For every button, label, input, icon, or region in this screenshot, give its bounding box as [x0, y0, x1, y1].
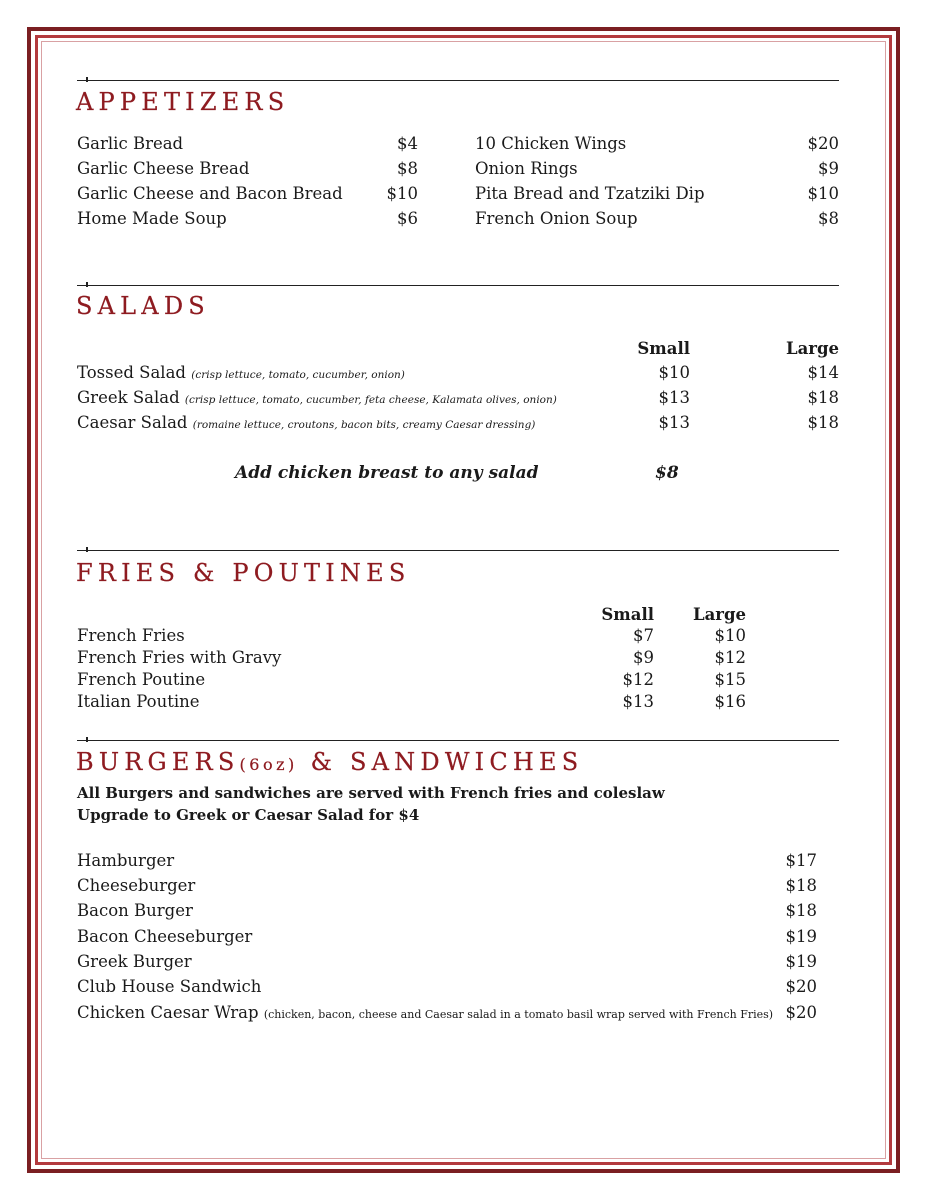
menu-item-name: French Onion Soup: [475, 209, 638, 228]
menu-item-price: $8: [818, 209, 839, 228]
menu-item-price: $20: [807, 134, 839, 153]
menu-item-price-small: $10: [658, 363, 690, 382]
section-title-burgers-weight: (6oz): [239, 755, 298, 774]
menu-item-name: French Poutine: [77, 670, 206, 689]
section-title-fries: FRIES & POUTINES: [76, 559, 411, 587]
section-rule-salads: [77, 285, 839, 286]
menu-item-name: Garlic Cheese Bread: [77, 159, 250, 178]
menu-item-name: Cheeseburger: [77, 876, 196, 895]
menu-item: [77, 363, 405, 382]
column-header-large: Large: [692, 605, 746, 624]
menu-item-price-large: $15: [714, 670, 746, 689]
menu-item-name: Club House Sandwich: [77, 977, 262, 996]
section-rule-appetizers: [77, 80, 839, 81]
section-rule-tick: [86, 737, 88, 742]
menu-item-price-large: $12: [714, 648, 746, 667]
menu-item-price: $6: [397, 209, 418, 228]
menu-item-price-small: $9: [633, 648, 654, 667]
menu-item-price-large: $18: [807, 413, 839, 432]
menu-item-name: French Fries: [77, 626, 185, 645]
menu-item-price: $9: [818, 159, 839, 178]
menu-item-price-small: $13: [622, 692, 654, 711]
menu-item-price-large: $18: [807, 388, 839, 407]
salad-addon-price: $8: [655, 463, 679, 483]
menu-item-name: French Fries with Gravy: [77, 648, 282, 667]
menu-item: [77, 388, 557, 407]
menu-item-description: (crisp lettuce, tomato, cucumber, onion): [191, 369, 405, 381]
menu-item-price: $17: [785, 851, 817, 870]
menu-item-name: Pita Bread and Tzatziki Dip: [475, 184, 705, 203]
section-title-burgers-main: BURGERS: [76, 748, 240, 776]
menu-item-price-small: $13: [658, 413, 690, 432]
menu-item-price: $20: [785, 977, 817, 996]
menu-item-name: Hamburger: [77, 851, 175, 870]
menu-item-price: $4: [397, 134, 418, 153]
menu-item-name: Bacon Cheeseburger: [77, 927, 253, 946]
menu-item-price: $18: [785, 876, 817, 895]
menu-item-name: Onion Rings: [475, 159, 578, 178]
section-title-burgers: [76, 748, 583, 776]
menu-item-name: Caesar Salad: [77, 413, 188, 432]
menu-item-name: Bacon Burger: [77, 901, 193, 920]
menu-item-name: Garlic Bread: [77, 134, 184, 153]
menu-item-price-small: $7: [633, 626, 654, 645]
menu-item-description: (chicken, bacon, cheese and Caesar salad in a tomato basil wrap served with French Fries): [263, 1008, 774, 1021]
menu-item-name: 10 Chicken Wings: [475, 134, 627, 153]
menu-item-name: Greek Salad: [77, 388, 180, 407]
column-header-small: Small: [601, 605, 654, 624]
menu-item: [77, 1003, 773, 1022]
menu-item-description: (romaine lettuce, croutons, bacon bits, creamy Caesar dressing): [192, 419, 536, 431]
menu-item-name: Tossed Salad: [77, 363, 186, 382]
menu-item-price-large: $14: [807, 363, 839, 382]
menu-item-price: $20: [785, 1003, 817, 1022]
section-rule-tick: [86, 547, 88, 552]
menu-item-price: $18: [785, 901, 817, 920]
menu-item-price: $19: [785, 952, 817, 971]
section-rule-tick: [86, 282, 88, 287]
menu-item-name: Garlic Cheese and Bacon Bread: [77, 184, 343, 203]
menu-item-price-small: $13: [658, 388, 690, 407]
column-header-large: Large: [785, 339, 839, 358]
section-title-burgers-rest: & SANDWICHES: [297, 748, 584, 776]
menu-item-price-small: $12: [622, 670, 654, 689]
section-title-appetizers: APPETIZERS: [76, 88, 290, 116]
menu-item-price: $10: [807, 184, 839, 203]
section-title-salads: SALADS: [76, 292, 210, 320]
burger-note-upgrade: Upgrade to Greek or Caesar Salad for $4: [77, 806, 420, 824]
burger-note-sides: All Burgers and sandwiches are served with French fries and coleslaw: [77, 784, 665, 802]
menu-item-name: Italian Poutine: [77, 692, 200, 711]
menu-item-price-large: $16: [714, 692, 746, 711]
salad-addon-label: Add chicken breast to any salad: [235, 463, 539, 483]
column-header-small: Small: [637, 339, 690, 358]
menu-item-price: $8: [397, 159, 418, 178]
menu-item: [77, 413, 535, 432]
menu-item-name: Greek Burger: [77, 952, 192, 971]
menu-item-name: Chicken Caesar Wrap: [77, 1003, 259, 1022]
section-rule-burgers: [77, 740, 839, 741]
menu-item-description: (crisp lettuce, tomato, cucumber, feta cheese, Kalamata olives, onion): [184, 394, 557, 406]
menu-item-name: Home Made Soup: [77, 209, 227, 228]
menu-item-price: $19: [785, 927, 817, 946]
menu-item-price-large: $10: [714, 626, 746, 645]
section-rule-tick: [86, 77, 88, 82]
menu-item-price: $10: [386, 184, 418, 203]
section-rule-fries: [77, 550, 839, 551]
